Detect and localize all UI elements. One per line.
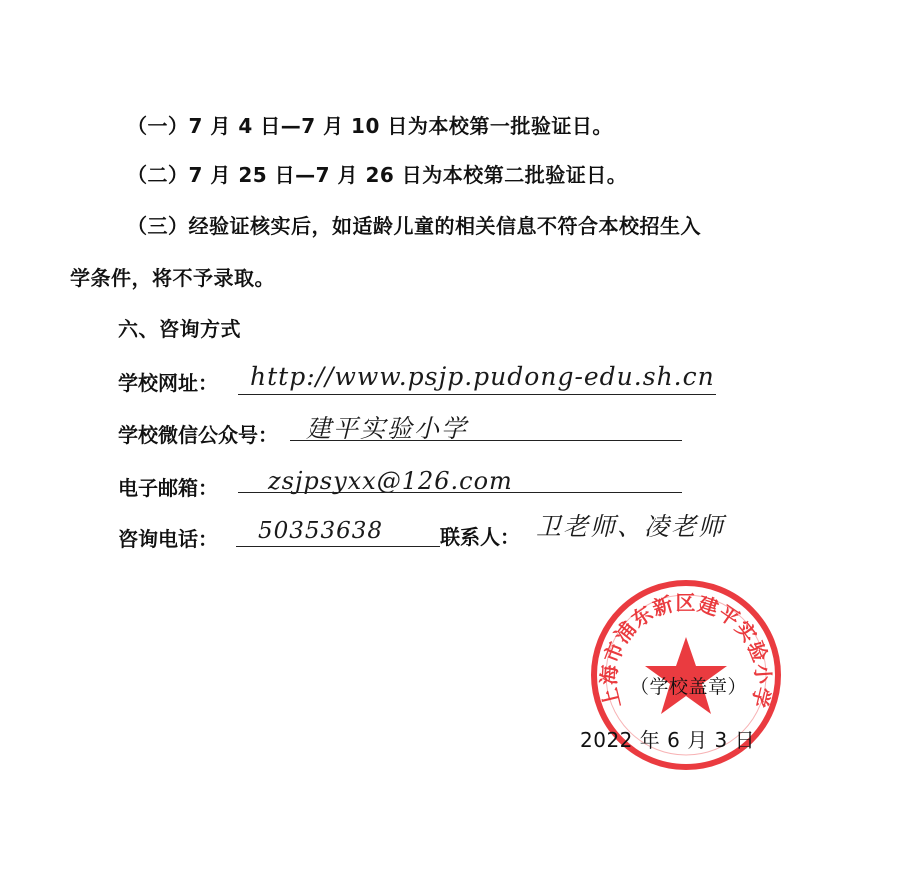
website-label: 学校网址： [118, 371, 218, 395]
website-value: http://www.psjp.pudong-edu.sh.cn [250, 362, 715, 391]
wechat-underline [290, 440, 682, 441]
paragraph-item-2: （二）7 月 25 日—7 月 26 日为本校第二批验证日。 [127, 163, 628, 187]
paragraph-item-1: （一）7 月 4 日—7 月 10 日为本校第一批验证日。 [127, 114, 613, 138]
contact-person-value: 卫老师、凌老师 [536, 512, 726, 541]
email-underline [238, 492, 682, 493]
website-underline [238, 394, 716, 395]
paragraph-item-3-line-2: 学条件，将不予录取。 [70, 266, 275, 290]
section-heading: 六、咨询方式 [118, 317, 241, 341]
phone-label: 咨询电话： [118, 527, 218, 551]
document-date: 2022 年 6 月 3 日 [580, 728, 756, 752]
wechat-label: 学校微信公众号： [118, 423, 278, 447]
paragraph-item-3-line-1: （三）经验证核实后，如适龄儿童的相关信息不符合本校招生入 [127, 214, 701, 238]
contact-person-label: 联系人： [440, 525, 520, 549]
phone-value: 50353638 [258, 518, 384, 544]
email-value: zsjpsyxx@126.com [268, 467, 513, 495]
svg-text:上海市浦东新区建平实验小学: 上海市浦东新区建平实验小学 [596, 590, 776, 711]
email-label: 电子邮箱： [118, 476, 218, 500]
seal-caption: （学校盖章） [630, 676, 748, 698]
phone-underline [236, 546, 440, 547]
wechat-value: 建平实验小学 [306, 414, 469, 443]
